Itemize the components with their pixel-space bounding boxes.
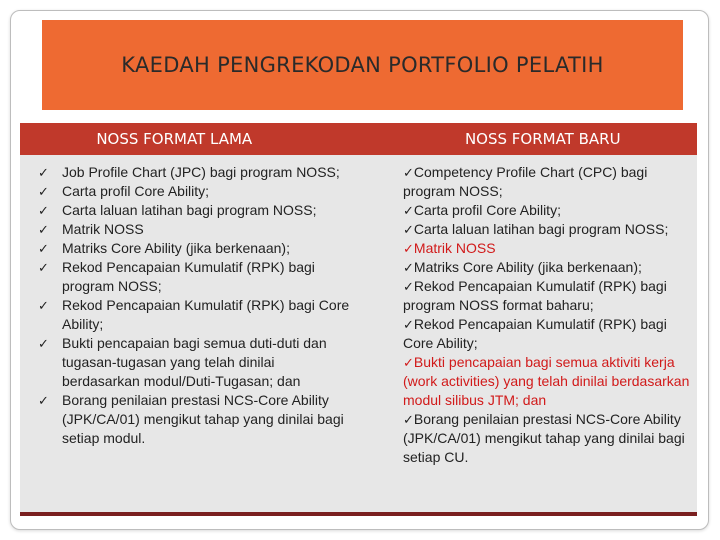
check-icon: ✓: [403, 260, 414, 275]
list-item: ✓ Matrik NOSS: [38, 221, 144, 237]
check-icon: ✓: [38, 260, 49, 275]
list-item: ✓Rekod Pencapaian Kumulatif (RPK) bagi program NOSS format baharu;: [403, 278, 667, 313]
check-icon: ✓: [38, 222, 49, 237]
list-item: ✓Carta laluan latihan bagi program NOSS;: [403, 221, 669, 237]
check-icon: ✓: [403, 317, 414, 332]
list-item: ✓Matriks Core Ability (jika berkenaan);: [403, 259, 642, 275]
title-banner: [42, 20, 683, 110]
check-icon: ✓: [403, 241, 414, 256]
check-icon: ✓: [403, 279, 414, 294]
list-item: ✓Carta profil Core Ability;: [403, 202, 561, 218]
list-item: ✓ Matriks Core Ability (jika berkenaan);: [38, 240, 290, 256]
list-item: ✓ Rekod Pencapaian Kumulatif (RPK) bagi Core Ability;: [38, 297, 350, 332]
list-item: ✓Bukti pencapaian bagi semua aktiviti kerja (work activities) yang telah dinilai berdasarkan modul silibus JTM; dan: [403, 354, 690, 408]
left-column-heading: NOSS FORMAT LAMA: [96, 130, 253, 148]
right-column-heading: NOSS FORMAT BARU: [464, 130, 621, 148]
check-icon: ✓: [38, 184, 49, 199]
check-icon: ✓: [38, 165, 49, 180]
list-item: ✓ Carta laluan latihan bagi program NOSS;: [38, 202, 317, 218]
list-item: ✓ Rekod Pencapaian Kumulatif (RPK) bagi program NOSS;: [38, 259, 315, 294]
check-icon: ✓: [403, 355, 414, 370]
check-icon: ✓: [38, 336, 49, 351]
list-item: ✓ Carta profil Core Ability;: [38, 183, 210, 199]
check-icon: ✓: [403, 165, 414, 180]
column-header-bar: [20, 123, 697, 155]
bottom-divider: [20, 512, 697, 516]
check-icon: ✓: [38, 241, 49, 256]
page-title: KAEDAH PENGREKODAN PORTFOLIO PELATIH: [121, 53, 604, 77]
check-icon: ✓: [403, 412, 414, 427]
list-item: ✓Borang penilaian prestasi NCS-Core Ability (JPK/CA/01) mengikut tahap yang dinilai bagi setiap CU.: [403, 411, 685, 465]
new-format-list: [403, 163, 698, 467]
list-item: ✓Matrik NOSS: [403, 240, 496, 256]
list-item: ✓Rekod Pencapaian Kumulatif (RPK) bagi Core Ability;: [403, 316, 667, 351]
list-item: ✓ Job Profile Chart (JPC) bagi program NOSS;: [38, 164, 340, 180]
list-item: ✓ Bukti pencapaian bagi semua duti-duti dan tugasan-tugasan yang telah dinilai berdasarkan modul/Duti-Tugasan; dan: [38, 335, 327, 389]
check-icon: ✓: [38, 298, 49, 313]
list-item: ✓Competency Profile Chart (CPC) bagi program NOSS;: [403, 164, 648, 199]
check-icon: ✓: [403, 222, 414, 237]
old-format-list: [38, 163, 354, 448]
check-icon: ✓: [403, 203, 414, 218]
check-icon: ✓: [38, 203, 49, 218]
check-icon: ✓: [38, 393, 49, 408]
list-item: ✓ Borang penilaian prestasi NCS-Core Ability (JPK/CA/01) mengikut tahap yang dinilai bagi setiap modul.: [38, 392, 344, 446]
